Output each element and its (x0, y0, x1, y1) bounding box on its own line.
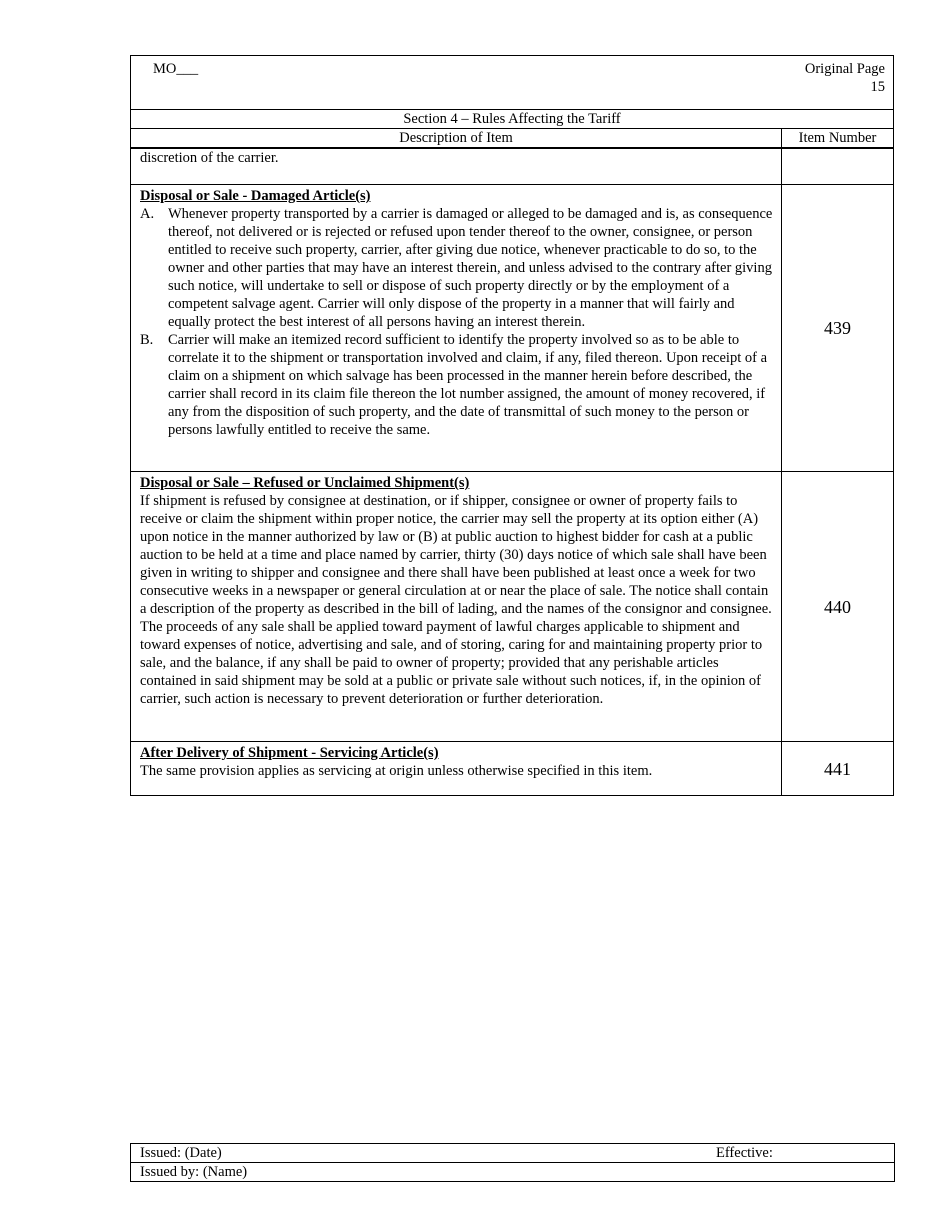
effective-date: Effective: (716, 1145, 773, 1161)
list-item (140, 205, 773, 331)
issued-date: Issued: (Date) (140, 1145, 222, 1161)
item-number-empty (782, 149, 893, 184)
page-header (130, 55, 894, 110)
item-number: 441 (824, 758, 851, 779)
table-header-row (131, 129, 893, 149)
table-row-continued (131, 149, 893, 185)
list-item (140, 331, 773, 439)
item-body: The same provision applies as servicing at origin unless otherwise specified in this item. (140, 763, 653, 779)
item-body: If shipment is refused by consignee at destination, or if shipper, consignee or owner of property fails to receive or claim the shipment within proper notice, the carrier may sell the property at its option either (A) upon notice in the manner authorized by law or (B) at public auction to highest bidder for cash at a public auction to be held at a time and place named by carrier, thirty (30) days notice of which sale shall have been given in writing to shipper and consignee and there shall have been published at least once a week for two consecutive weeks in a newspaper or general circulation at or near the place of sale. The notice shall contain a description of the property as described in the bill of lading, and the names of the consignor and consignee. The proceeds of any sale shall be applied toward payment of lawful charges applicable to shipment and toward expenses of notice, advertising and sale, and of storing, caring for and maintaining property prior to sale, and the balance, if any shall be paid to owner of property; provided that any perishable articles contained in said shipment may be sold at a public or private sale without such notices, if, in the opinion of carrier, such action is necessary to prevent deterioration or further deterioration. (140, 493, 772, 707)
rules-table (130, 129, 894, 796)
item-description (131, 185, 782, 471)
tariff-code: MO___ (153, 61, 199, 77)
item-number-column-header: Item Number (798, 130, 877, 146)
item-title: Disposal or Sale - Damaged Article(s) (140, 188, 371, 204)
footer-issued-row (131, 1144, 894, 1162)
description-column-header: Description of Item (131, 129, 782, 147)
item-description (131, 472, 782, 741)
table-row-441 (131, 742, 893, 795)
item-number: 439 (824, 318, 851, 338)
item-description (131, 742, 782, 795)
list-label: B. (140, 332, 154, 348)
page-number-block (805, 60, 885, 96)
item-title: Disposal or Sale – Refused or Unclaimed Shipment(s) (140, 475, 470, 491)
footer-issued-by-row (131, 1162, 894, 1181)
original-page-label: Original Page (804, 61, 885, 77)
page-footer (130, 1143, 895, 1182)
item-title: After Delivery of Shipment - Servicing Article(s) (140, 745, 439, 761)
section-title: Section 4 – Rules Affecting the Tariff (130, 110, 894, 129)
issued-by: Issued by: (Name) (140, 1164, 248, 1180)
table-row-440 (131, 472, 893, 742)
table-row-439 (131, 185, 893, 472)
page-number: 15 (870, 79, 885, 95)
continued-text (131, 149, 782, 184)
item-number: 440 (824, 596, 851, 617)
list-text: Whenever property transported by a carrier is damaged or alleged to be damaged and is, as consequence thereof, not delivered or is rejected or refused upon tender thereof to the owner, consignee, or person entitled to receive such property, carrier, after giving due notice, whenever practicable to do so, to the owner and other parties that may have an interest therein, and unless advised to the contrary after giving such notice, will undertake to sell or dispose of such property directly or by the employment of a competent salvage agent. Carrier will only dispose of the property in a manner that will fairly and equally protect the best interest of all persons having an interest therein. (168, 206, 773, 330)
list-label: A. (140, 206, 155, 222)
continued-text-body: discretion of the carrier. (140, 150, 279, 166)
list-text: Carrier will make an itemized record sufficient to identify the property involved so as to be able to correlate it to the shipment or transportation involved and claim, if any, filed thereon. Upon receipt of a claim on a shipment on which salvage has been processed in the manner herein before described, the carrier shall record in its claim file thereon the lot number assigned, the amount of money recovered, if any from the disposition of such property, and the date of transmittal of such money to the person or persons lawfully entitled to receive the same. (168, 332, 768, 438)
